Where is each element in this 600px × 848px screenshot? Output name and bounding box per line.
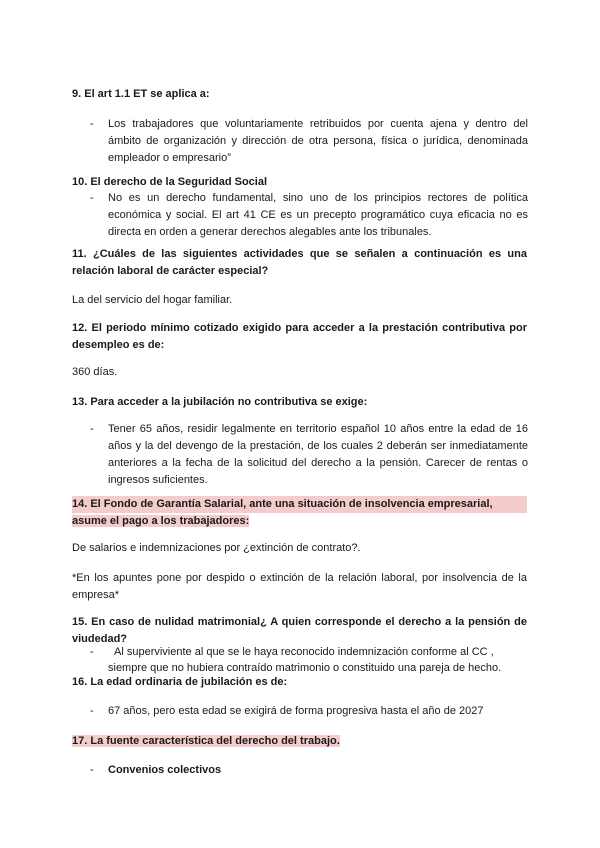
q14-heading	[72, 496, 527, 530]
bullet-dash: -	[90, 192, 94, 204]
q16-heading: 16. La edad ordinaria de jubilación es de:	[72, 676, 288, 688]
q13-answer: Tener 65 años, residir legalmente en territorio español 10 años entre la edad de 16 años y la del devengo de la prestación, de los cuales 2 deberán ser inmediatamente anteriores a la fecha de la solicitud del derecho a la pensión. Carecer de rentas o ingresos suficientes.	[108, 423, 528, 486]
q13-heading: 13. Para acceder a la jubilación no contributiva se exige:	[72, 396, 368, 408]
bullet-dash: -	[90, 118, 94, 130]
q10-answer: No es un derecho fundamental, sino uno de los principios rectores de política económica y social. El art 41 CE es un precepto programático cuya eficacia no es directa en orden a generar derechos alegables ante los tribunales.	[108, 192, 528, 238]
q14-note: *En los apuntes pone por despido o extinción de la relación laboral, por insolvencia de la empresa*	[72, 572, 527, 601]
q15-heading: 15. En caso de nulidad matrimonial¿ A quien corresponde el derecho a la pensión de viudedad?	[72, 616, 527, 645]
q14-answer: De salarios e indemnizaciones por ¿extinción de contrato?.	[72, 542, 361, 554]
bullet-dash: -	[90, 423, 94, 435]
q15-answer-line2: siempre que no hubiera contraído matrimonio o constituido una pareja de hecho.	[108, 662, 502, 674]
q17-heading-text: 17. La fuente característica del derecho del trabajo.	[72, 735, 340, 747]
bullet-dash: -	[90, 646, 94, 658]
q9-heading: 9. El art 1.1 ET se aplica a:	[72, 88, 210, 100]
q12-heading: 12. El periodo mínimo cotizado exigido para acceder a la prestación contributiva por desempleo es de:	[72, 322, 527, 351]
q14-heading-line2: asume el pago a los trabajadores:	[72, 515, 250, 527]
q15-answer-line1: Al superviviente al que se le haya reconocido indemnización conforme al CC ,	[114, 646, 494, 658]
q14-heading-line1: 14. El Fondo de Garantía Salarial, ante una situación de insolvencia empresarial,	[72, 496, 527, 513]
q9-answer: Los trabajadores que voluntariamente retribuidos por cuenta ajena y dentro del ámbito de organización y dirección de otra persona, física o jurídica, denominada empleador o empresario”	[108, 118, 528, 164]
q10-heading: 10. El derecho de la Seguridad Social	[72, 176, 268, 188]
q11-heading: 11. ¿Cuáles de las siguientes actividades que se señalen a continuación es una relación laboral de carácter especial?	[72, 248, 527, 277]
q11-answer: La del servicio del hogar familiar.	[72, 294, 233, 306]
bullet-dash: -	[90, 705, 94, 717]
q16-answer: 67 años, pero esta edad se exigirá de forma progresiva hasta el año de 2027	[108, 705, 484, 717]
q17-answer: Convenios colectivos	[108, 764, 222, 776]
q12-answer: 360 días.	[72, 366, 118, 378]
bullet-dash: -	[90, 764, 94, 776]
q17-heading	[72, 733, 527, 750]
